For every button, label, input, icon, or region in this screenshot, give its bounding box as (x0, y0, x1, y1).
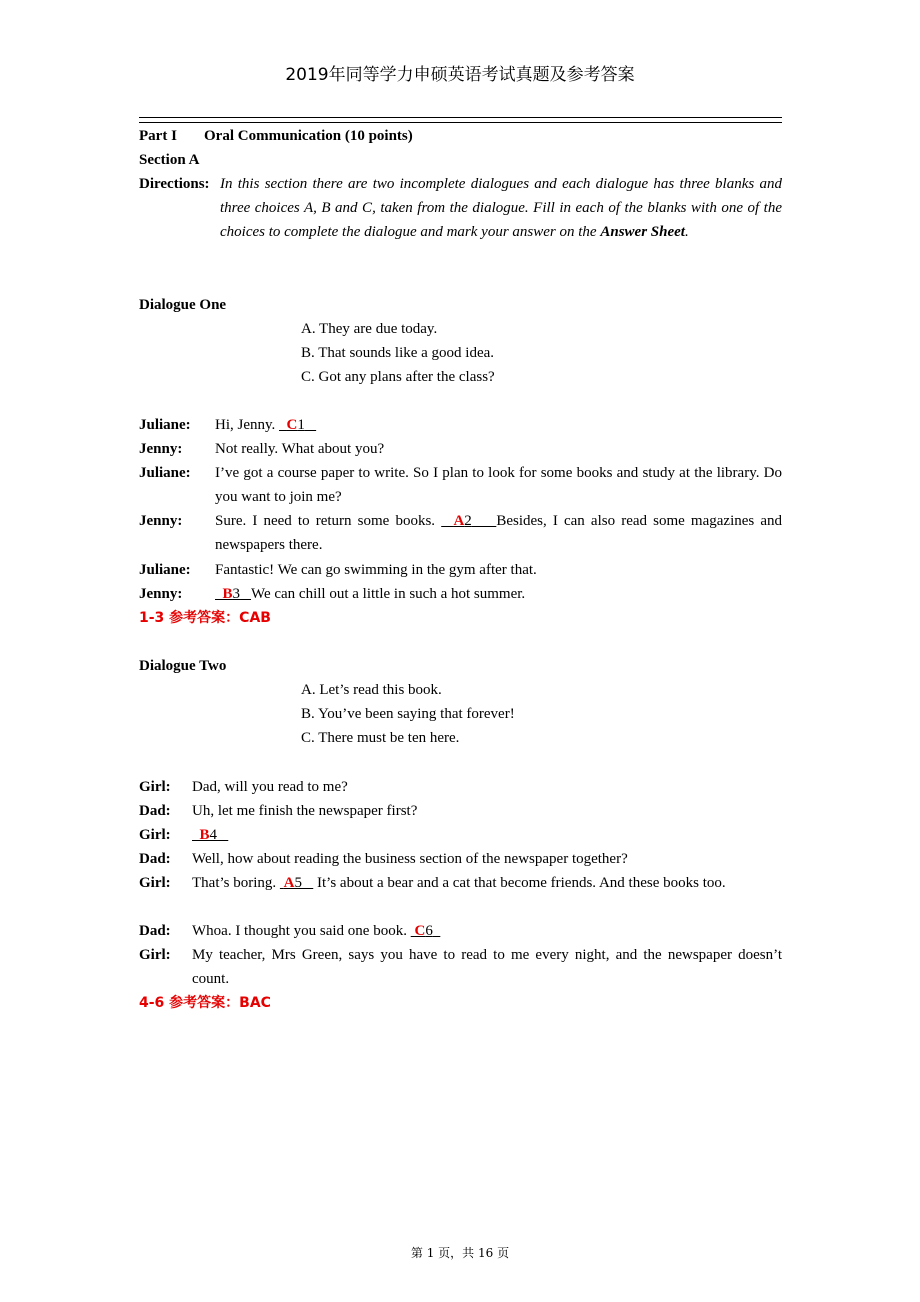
speaker: Jenny: (139, 586, 183, 602)
dialogue-one-option-c: C. Got any plans after the class? (301, 369, 495, 385)
utterance-text: That’s boring. (192, 875, 280, 891)
utterance (215, 509, 782, 557)
answer-letter: B (199, 827, 210, 843)
speaker: Girl: (139, 947, 171, 963)
answer-blank-1 (279, 417, 316, 433)
utterance: My teacher, Mrs Green, says you have to read to me every night, and the newspaper doesn’t count. (192, 947, 782, 987)
answer-blank-3 (215, 586, 251, 602)
utterance (215, 413, 782, 437)
speaker: Juliane: (139, 417, 191, 433)
blank-number: 3 (232, 586, 241, 602)
utterance: Fantastic! We can go swimming in the gym after that. (215, 562, 537, 578)
dialogue-one-option-b: B. That sounds like a good idea. (301, 345, 495, 361)
utterance (215, 582, 782, 606)
part-number: Part I (139, 128, 177, 144)
utterance: I’ve got a course paper to write. So I plan to look for some books and study at the library. Do you want to join me? (215, 465, 782, 505)
answer-letter: C (286, 417, 298, 433)
speaker: Jenny: (139, 513, 183, 529)
blank-number: 6 (425, 923, 433, 939)
directions-body: In this section there are two incomplete dialogues and each dialogue has three blanks and three choices A, B and C, taken from the dialogue. Fill in each of the blanks with one of the choices to complete the dialogue and mark your answer on the (220, 176, 782, 240)
speaker: Dad: (139, 851, 171, 867)
answer-letter: C (414, 923, 426, 939)
utterance-text: Whoa. I thought you said one book. (192, 923, 411, 939)
part-title: Oral Communication (10 points) (204, 128, 413, 144)
speaker: Juliane: (139, 465, 191, 481)
answer-letter: A (283, 875, 295, 891)
answer-letter: B (222, 586, 233, 602)
dialogue-two-option-c: C. There must be ten here. (301, 730, 460, 746)
blank-number: 2 (464, 513, 472, 529)
directions-label: Directions: (139, 176, 210, 192)
dialogue-two-option-b: B. You’ve been saying that forever! (301, 706, 515, 722)
speaker: Girl: (139, 875, 171, 891)
utterance-text: Hi, Jenny. (215, 417, 280, 433)
section-heading: Section A (139, 152, 200, 168)
dialogue-one-heading: Dialogue One (139, 297, 227, 313)
utterance-text: We can chill out a little in such a hot summer. (251, 586, 526, 602)
speaker: Juliane: (139, 562, 191, 578)
utterance (192, 919, 782, 943)
utterance (192, 823, 782, 847)
blank-number: 4 (209, 827, 218, 843)
part-heading (139, 124, 413, 148)
directions-text (220, 172, 782, 244)
answer-blank-2 (441, 513, 496, 529)
answer-blank-6 (411, 923, 441, 939)
utterance-text: It’s about a bear and a cat that become friends. And these books too. (313, 875, 726, 891)
speaker: Dad: (139, 803, 171, 819)
dialogue-two-option-a: A. Let’s read this book. (301, 682, 442, 698)
answer-sheet-emphasis: Answer Sheet (600, 224, 685, 240)
answer-blank-5 (280, 875, 313, 891)
utterance: Not really. What about you? (215, 441, 385, 457)
answer-key-4-6: 4-6 参考答案：BAC (139, 995, 271, 1011)
directions-period: . (684, 224, 689, 240)
utterance: Dad, will you read to me? (192, 779, 348, 795)
speaker: Girl: (139, 779, 171, 795)
blank-number: 1 (297, 417, 305, 433)
utterance: Uh, let me finish the newspaper first? (192, 803, 418, 819)
dialogue-two-heading: Dialogue Two (139, 658, 227, 674)
utterance-text: Besides, I can also read some magazines and newspapers there. (215, 513, 783, 553)
dialogue-one-option-a: A. They are due today. (301, 321, 438, 337)
answer-key-1-3: 1-3 参考答案：CAB (139, 610, 271, 626)
document-title: 2019年同等学力申硕英语考试真题及参考答案 (285, 65, 635, 85)
page-footer: 第 1 页，共 16 页 (410, 1246, 510, 1260)
answer-letter: A (453, 513, 465, 529)
speaker: Girl: (139, 827, 171, 843)
blank-number: 5 (294, 875, 302, 891)
answer-blank-4 (192, 827, 228, 843)
utterance (192, 871, 782, 895)
speaker: Dad: (139, 923, 171, 939)
title-divider (139, 117, 782, 123)
utterance: Well, how about reading the business section of the newspaper together? (192, 851, 628, 867)
utterance-text: Sure. I need to return some books. (215, 513, 442, 529)
speaker: Jenny: (139, 441, 183, 457)
